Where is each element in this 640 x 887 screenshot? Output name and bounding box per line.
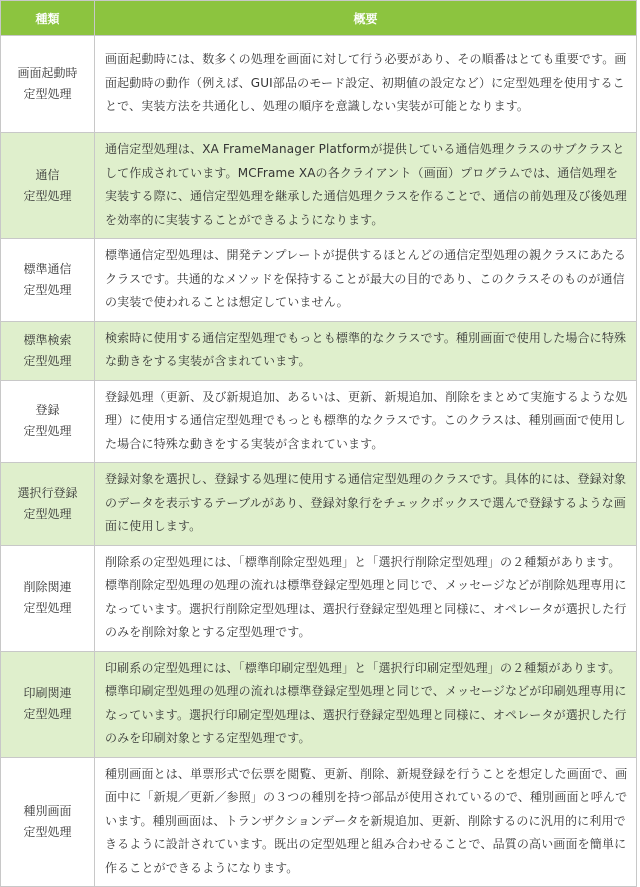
table-row [1,545,637,651]
table-row [1,463,637,546]
kind-cell [1,239,95,322]
desc-cell: 通信定型処理は、XA FrameManager Platformが提供している通信処理クラスのサブクラスとして作成されています。MCFrame XAの各クライアント（画面）プログラムでは、通信処理を実装する際に、通信定型処理を継承した通信処理クラスを作ることで、通信の前処理及び後処理を効率的に実装することができるようになります。 [95,133,637,239]
kind-cell [1,757,95,887]
kind-cell [1,321,95,380]
table-row [1,239,637,322]
kind-line: 定型処理 [23,707,72,721]
header-desc: 概要 [95,1,637,36]
kind-line: 標準検索 [23,332,72,347]
kind-line: 印刷関連 [23,686,72,700]
desc-cell: 削除系の定型処理には、「標準削除定型処理」と「選択行削除定型処理」の２種類があります。標準削除定型処理の処理の流れは標準登録定型処理と同じで、メッセージなどが削除処理専用になっています。選択行削除定型処理は、選択行登録定型処理と同様に、オペレータが選択した行のみを削除対象とする定型処理です。 [95,545,637,651]
kind-line: 定型処理 [23,188,72,203]
kind-cell [1,36,95,133]
desc-cell: 種別画面とは、単票形式で伝票を閲覧、更新、削除、新規登録を行うことを想定した画面で、画面中に「新規／更新／参照」の３つの種別を持つ部品が使用されているので、種別画面と呼んでいます。種別画面は、トランザクションデータを新規追加、更新、削除するのに汎用的に利用できるように設計されています。既出の定型処理と組み合わせることで、品質の高い画面を簡単に作ることができるようになります。 [95,757,637,887]
kind-line: 選択行登録 [17,485,78,500]
kind-line: 登録 [35,403,60,418]
table-row [1,36,637,133]
kind-line: 種別画面 [23,803,72,818]
kind-line: 定型処理 [23,87,72,101]
kind-cell [1,133,95,239]
table-row [1,321,637,380]
desc-cell: 登録対象を選択し、登録する処理に使用する通信定型処理のクラスです。具体的には、登録対象のデータを表示するテーブルがあり、登録対象行をチェックボックスで選んで登録するような画面に使用します。 [95,463,637,546]
kind-line: 定型処理 [23,506,72,521]
table-row [1,380,637,463]
table-header-row [1,1,637,36]
header-kind: 種類 [1,1,95,36]
kind-line: 定型処理 [23,424,72,439]
kind-line: 標準通信 [23,261,72,276]
kind-cell [1,651,95,757]
desc-cell: 画面起動時には、数多くの処理を画面に対して行う必要があり、その順番はとても重要です。画面起動時の動作（例えば、GUI部品のモード設定、初期値の設定など）に定型処理を使用することで、実装方法を共通化し、処理の順序を意識しない実装が可能となります。 [95,36,637,133]
kind-line: 通信 [35,167,60,182]
kind-line: 定型処理 [23,282,72,297]
kind-cell [1,463,95,546]
kind-line: 削除関連 [23,580,72,594]
desc-cell: 印刷系の定型処理には、「標準印刷定型処理」と「選択行印刷定型処理」の２種類があります。標準印刷定型処理の処理の流れは標準登録定型処理と同じで、メッセージなどが印刷処理専用になっています。選択行印刷定型処理は、選択行登録定型処理と同様に、オペレータが選択した行のみを印刷対象とする定型処理です。 [95,651,637,757]
kind-line: 定型処理 [23,601,72,615]
table-row [1,651,637,757]
kind-line: 画面起動時 [17,66,78,80]
kind-cell [1,545,95,651]
table-row [1,133,637,239]
desc-cell: 検索時に使用する通信定型処理でもっとも標準的なクラスです。種別画面で使用した場合に特殊な動きをする実装が含まれています。 [95,321,637,380]
table-row [1,757,637,887]
kind-line: 定型処理 [23,353,72,368]
desc-cell: 登録処理（更新、及び新規追加、あるいは、更新、新規追加、削除をまとめて実施するような処理）に使用する通信定型処理でもっとも標準的なクラスです。このクラスは、種別画面で使用した場合に特殊な動きをする実装が含まれています。 [95,380,637,463]
desc-cell: 標準通信定型処理は、開発テンプレートが提供するほとんどの通信定型処理の親クラスにあたるクラスです。共通的なメソッドを保持することが最大の目的であり、このクラスそのものが通信の実装で使われることは想定していません。 [95,239,637,322]
kind-line: 定型処理 [23,824,72,839]
kind-cell [1,380,95,463]
